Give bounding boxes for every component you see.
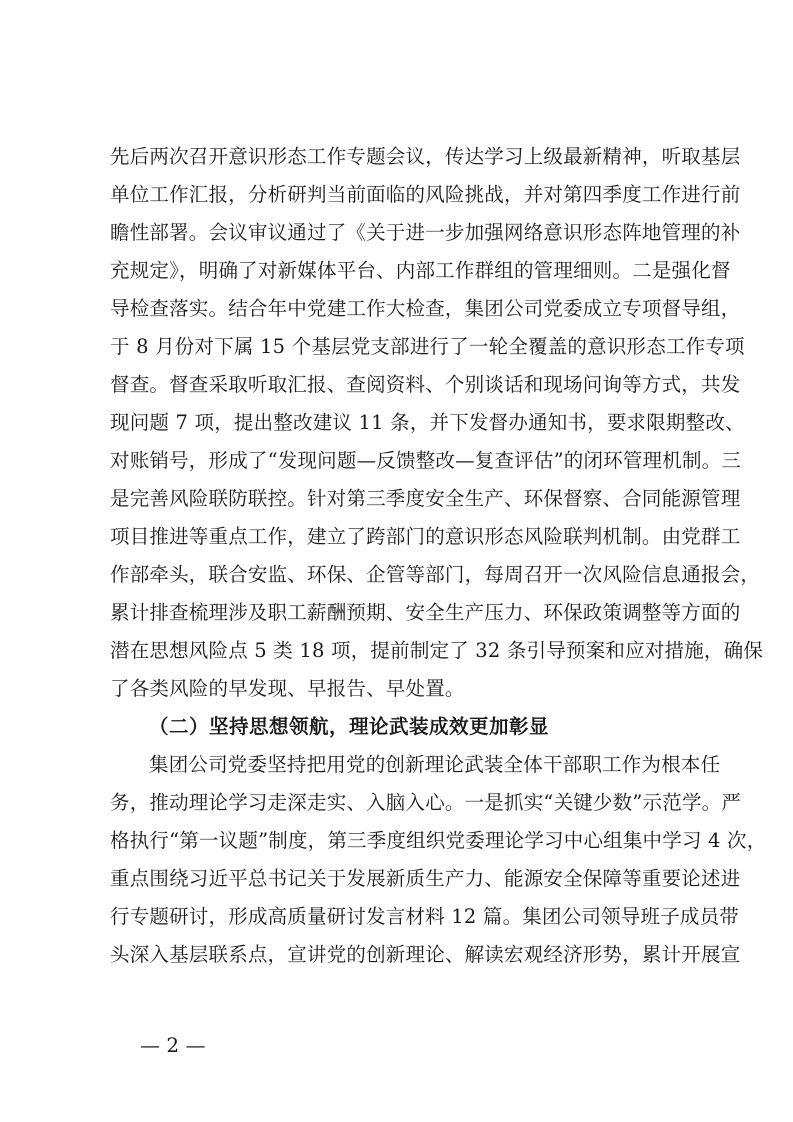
- paragraph-line: 瞻性部署。会议审议通过了《关于进一步加强网络意识形态阵地管理的补: [110, 221, 741, 244]
- paragraph-line: 导检查落实。结合年中党建工作大检查，集团公司党委成立专项督导组，: [110, 297, 741, 320]
- paragraph-line: 现问题 7 项，提出整改建议 11 条，并下发督办通知书，要求限期整改、: [110, 411, 745, 434]
- paragraph-line: 潜在思想风险点 5 类 18 项，提前制定了 32 条引导预案和应对措施，确保: [110, 639, 764, 662]
- paragraph-line: 头深入基层联系点，宣讲党的创新理论、解读宏观经济形势，累计开展宣: [110, 943, 741, 966]
- paragraph-line: 项目推进等重点工作，建立了跨部门的意识形态风险联判机制。由党群工: [110, 525, 741, 548]
- paragraph-line: 了各类风险的早发现、早报告、早处置。: [110, 677, 465, 700]
- paragraph-line: 是完善风险联防联控。针对第三季度安全生产、环保督察、合同能源管理: [110, 487, 741, 510]
- paragraph-line: 累计排查梳理涉及职工薪酬预期、安全生产压力、环保政策调整等方面的: [110, 601, 741, 624]
- paragraph-line: 于 8 月份对下属 15 个基层党支部进行了一轮全覆盖的意识形态工作专项: [110, 335, 745, 358]
- page-number: — 2 —: [140, 1033, 206, 1057]
- section-heading: （二）坚持思想领航，理论武装成效更加彰显: [149, 715, 550, 738]
- paragraph-line: 单位工作汇报，分析研判当前面临的风险挑战，并对第四季度工作进行前: [110, 183, 741, 206]
- paragraph-line: 作部牵头，联合安监、环保、企管等部门，每周召开一次风险信息通报会，: [110, 563, 761, 586]
- paragraph-line: 务，推动理论学习走深走实、入脑入心。一是抓实“关键少数”示范学。严: [110, 791, 742, 814]
- paragraph-line: 行专题研讨，形成高质量研讨发言材料 12 篇。集团公司领导班子成员带: [110, 905, 740, 928]
- paragraph-line: 督查。督查采取听取汇报、查阅资料、个别谈话和现场问询等方式，共发: [110, 373, 741, 396]
- paragraph-line: 先后两次召开意识形态工作专题会议，传达学习上级最新精神，听取基层: [110, 145, 741, 168]
- paragraph-line: 格执行“第一议题”制度，第三季度组织党委理论学习中心组集中学习 4 次，: [110, 829, 767, 852]
- paragraph-line: 集团公司党委坚持把用党的创新理论武装全体干部职工作为根本任: [149, 753, 721, 776]
- paragraph-line: 充规定》，明确了对新媒体平台、内部工作群组的管理细则。二是强化督: [110, 259, 731, 282]
- paragraph-line: 对账销号，形成了“发现问题—反馈整改—复查评估”的闭环管理机制。三: [110, 449, 742, 472]
- paragraph-line: 重点围绕习近平总书记关于发展新质生产力、能源安全保障等重要论述进: [110, 867, 741, 890]
